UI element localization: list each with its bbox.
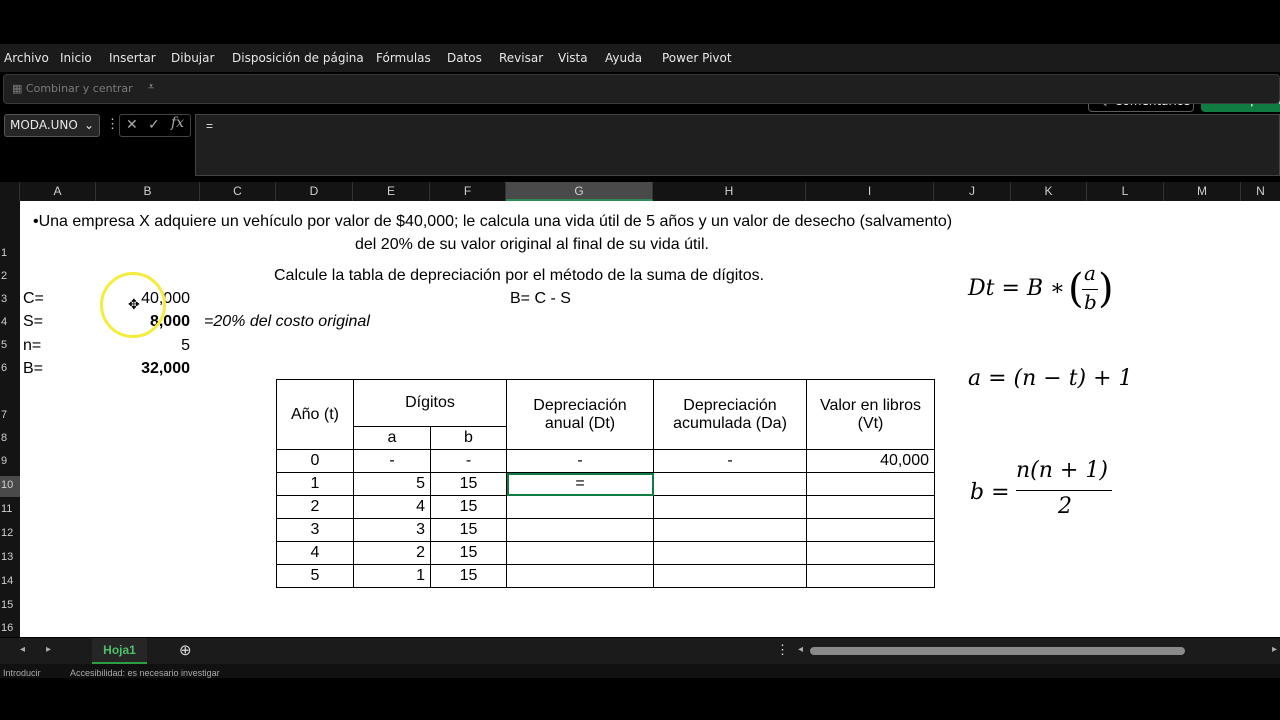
cell-b[interactable]: 15: [431, 473, 507, 496]
tab-datos[interactable]: Datos: [447, 51, 482, 65]
cell-year[interactable]: 2: [277, 496, 354, 519]
cell-a[interactable]: 2: [354, 542, 431, 565]
salvage-label: S=: [23, 313, 44, 330]
cell-dt[interactable]: [507, 496, 654, 519]
tab-revisar[interactable]: Revisar: [499, 51, 544, 65]
tab-insertar[interactable]: Insertar: [109, 51, 156, 65]
sheet-tabs-bar: [0, 638, 1280, 664]
chevron-down-icon[interactable]: ⌄: [83, 118, 94, 132]
row-header[interactable]: 9: [1, 455, 8, 467]
cell-dt[interactable]: [507, 519, 654, 542]
column-header[interactable]: E: [353, 182, 430, 201]
tab-vista[interactable]: Vista: [558, 51, 588, 65]
salvage-value[interactable]: 8,000: [149, 313, 190, 330]
merge-label: Combinar y centrar: [25, 82, 133, 95]
tab-ayuda[interactable]: Ayuda: [605, 51, 643, 65]
enter-icon[interactable]: ✓: [148, 116, 160, 132]
row-header[interactable]: 6: [1, 362, 8, 374]
cell-b[interactable]: 15: [431, 496, 507, 519]
column-header[interactable]: N: [1256, 184, 1265, 198]
column-header[interactable]: M: [1164, 182, 1241, 201]
row-header[interactable]: 4: [1, 316, 8, 328]
header-accumulated-depreciation[interactable]: Depreciación acumulada (Da): [654, 380, 807, 450]
accessibility-status[interactable]: Accesibilidad: es necesario investigar: [70, 668, 220, 678]
row-headers: [0, 201, 20, 637]
row-header[interactable]: 1: [1, 247, 8, 259]
row-header[interactable]: 14: [1, 575, 14, 587]
scroll-right-icon[interactable]: ▸: [1272, 644, 1278, 655]
fx-icon[interactable]: fx: [171, 115, 185, 131]
base-formula: B= C - S: [510, 290, 571, 307]
status-bar: [0, 664, 1280, 678]
header-a[interactable]: a: [354, 427, 431, 450]
column-header[interactable]: K: [1011, 182, 1087, 201]
status-mode: Introducir: [3, 668, 41, 678]
tab-inicio[interactable]: Inicio: [60, 51, 92, 65]
cell-b[interactable]: 15: [431, 542, 507, 565]
tab-archivo[interactable]: Archivo: [4, 51, 49, 65]
row-header[interactable]: 8: [1, 432, 8, 444]
cell-a[interactable]: 3: [354, 519, 431, 542]
cell-a[interactable]: 5: [354, 473, 431, 496]
formula-dt-den: b: [1084, 290, 1097, 314]
cell-da[interactable]: [654, 473, 807, 496]
cell-vt[interactable]: [807, 496, 935, 519]
row-header[interactable]: 15: [1, 599, 14, 611]
row-header[interactable]: 16: [1, 622, 14, 634]
column-header[interactable]: F: [430, 182, 506, 201]
ribbon-overflow-icon[interactable]: ⩡: [148, 81, 155, 93]
column-header[interactable]: H: [653, 182, 806, 201]
cancel-icon[interactable]: ✕: [126, 116, 138, 132]
base-label: B=: [23, 360, 44, 377]
header-year[interactable]: Año (t): [277, 380, 354, 450]
cost-label: C=: [23, 290, 44, 307]
cost-value[interactable]: 40,000: [141, 290, 190, 307]
formula-b-num: n(n + 1): [1016, 458, 1108, 483]
life-label: n=: [23, 337, 42, 354]
cell-b[interactable]: 15: [431, 565, 507, 588]
column-headers: [0, 182, 1280, 201]
column-header[interactable]: B: [96, 182, 200, 201]
horizontal-scrollbar[interactable]: [810, 647, 1185, 655]
header-b[interactable]: b: [431, 427, 507, 450]
tab-disposicion[interactable]: Disposición de página: [232, 51, 364, 65]
row-header[interactable]: 11: [1, 503, 13, 515]
name-box-value: MODA.UNO: [10, 118, 78, 132]
header-digits[interactable]: Dígitos: [354, 380, 507, 427]
cell-vt[interactable]: 40,000: [807, 450, 935, 473]
salvage-note: =20% del costo original: [204, 313, 370, 330]
merge-icon: ▦: [12, 82, 23, 95]
formula-b[interactable]: [970, 458, 1120, 520]
cell-vt[interactable]: [807, 542, 935, 565]
column-header[interactable]: J: [934, 182, 1011, 201]
cell-vt[interactable]: [807, 473, 935, 496]
cell-vt[interactable]: [807, 565, 935, 588]
column-header[interactable]: I: [806, 182, 934, 201]
more-options-icon[interactable]: ⋮: [106, 116, 119, 131]
cell-da[interactable]: [654, 542, 807, 565]
active-cell-dt[interactable]: =: [507, 473, 654, 496]
fraction-bar: [1016, 490, 1112, 491]
formula-actions: [119, 114, 191, 137]
cell-year[interactable]: 5: [277, 565, 354, 588]
scroll-left-icon[interactable]: ◂: [798, 644, 804, 655]
header-annual-depreciation[interactable]: Depreciación anual (Dt): [507, 380, 654, 450]
merge-center-button[interactable]: [12, 82, 133, 95]
formula-b-left: b =: [970, 480, 1010, 505]
formula-input[interactable]: =: [195, 114, 1280, 176]
prev-sheet-icon[interactable]: ◂: [20, 644, 26, 655]
cell-a[interactable]: 1: [354, 565, 431, 588]
cell-b[interactable]: -: [431, 450, 507, 473]
sheet-tab-hoja1[interactable]: Hoja1: [92, 638, 147, 664]
cell-year[interactable]: 1: [277, 473, 354, 496]
add-sheet-icon[interactable]: ⊕: [179, 642, 192, 659]
formula-a[interactable]: a = (n − t) + 1: [968, 366, 1133, 391]
cell-a[interactable]: 4: [354, 496, 431, 519]
row-header[interactable]: 10: [0, 476, 20, 497]
cell-da[interactable]: [654, 519, 807, 542]
base-value[interactable]: 32,000: [141, 360, 190, 377]
cell-year[interactable]: 4: [277, 542, 354, 565]
column-header[interactable]: L: [1087, 182, 1164, 201]
cell-da[interactable]: [654, 565, 807, 588]
column-header[interactable]: C: [200, 182, 276, 201]
row-header[interactable]: 2: [1, 270, 8, 282]
cell-year[interactable]: 0: [277, 450, 354, 473]
cell-a[interactable]: -: [354, 450, 431, 473]
ribbon-toolbar: [3, 74, 1280, 104]
row-header[interactable]: 12: [1, 527, 14, 539]
more-icon[interactable]: ⋮: [776, 642, 789, 657]
formula-dt-num: a: [1084, 261, 1096, 285]
cell-da[interactable]: -: [654, 450, 807, 473]
column-header[interactable]: G: [506, 182, 653, 201]
tab-power-pivot[interactable]: Power Pivot: [662, 51, 732, 65]
cell-dt[interactable]: [507, 565, 654, 588]
row-header[interactable]: 3: [1, 293, 8, 305]
instruction-line: Calcule la tabla de depreciación por el método de la suma de dígitos.: [274, 267, 765, 284]
row-header[interactable]: 13: [1, 551, 14, 563]
cell-b[interactable]: 15: [431, 519, 507, 542]
cell-cursor-icon: ✥: [128, 296, 140, 312]
tab-dibujar[interactable]: Dibujar: [171, 51, 215, 65]
column-header[interactable]: A: [20, 182, 96, 201]
paren-close: ): [1098, 266, 1114, 312]
next-sheet-icon[interactable]: ▸: [46, 644, 52, 655]
formula-dt-left: Dt = B ∗: [968, 276, 1066, 301]
header-book-value[interactable]: Valor en libros (Vt): [807, 380, 935, 450]
select-all[interactable]: [0, 182, 20, 201]
ribbon-tabs: [0, 44, 1280, 72]
name-box[interactable]: [4, 114, 100, 137]
cell-dt[interactable]: [507, 542, 654, 565]
column-header[interactable]: D: [276, 182, 353, 201]
problem-line-1: •Una empresa X adquiere un vehículo por valor de $40,000; le calcula una vida útil de 5 años y un valor de desecho (salvamento): [33, 213, 953, 230]
cell-year[interactable]: 3: [277, 519, 354, 542]
tab-formulas[interactable]: Fórmulas: [376, 51, 431, 65]
depreciation-table: [276, 379, 935, 588]
cell-vt[interactable]: [807, 519, 935, 542]
formula-b-den: 2: [1058, 494, 1072, 519]
cell-dt[interactable]: -: [507, 450, 654, 473]
paren-open: (: [1068, 266, 1084, 312]
problem-line-2: del 20% de su valor original al final de su vida útil.: [355, 236, 709, 253]
row-header[interactable]: 7: [1, 409, 8, 421]
life-value[interactable]: 5: [181, 337, 190, 354]
row-header[interactable]: 5: [1, 339, 8, 351]
cell-da[interactable]: [654, 496, 807, 519]
